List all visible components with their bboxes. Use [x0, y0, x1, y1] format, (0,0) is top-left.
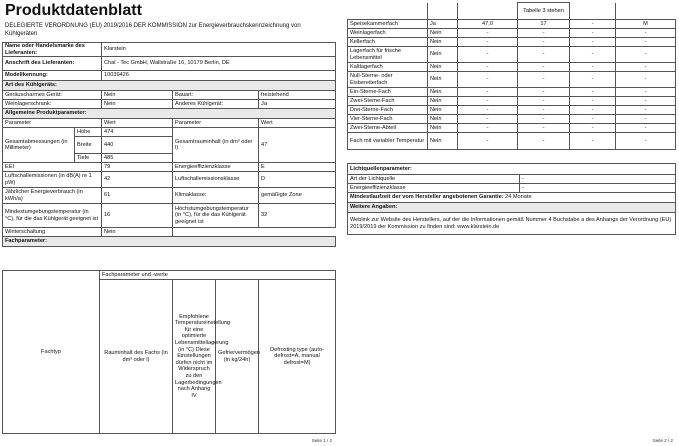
- compartment-row: [348, 106, 676, 115]
- noise-class-label: Luftschallemissionsklasse: [173, 172, 259, 188]
- supplier-address-value: Chal - Tec GmbH, Wallstraße 16, 10179 Berlin, DE: [102, 57, 336, 71]
- compartment-freeze: -: [570, 106, 616, 115]
- compartment-defrost: -: [616, 72, 676, 88]
- noise-emission-value: 42: [102, 172, 173, 188]
- compartment-defrost: -: [616, 124, 676, 133]
- compartment-volume: -: [458, 38, 518, 47]
- compartment-temp: -: [518, 133, 570, 150]
- compartment-temp: -: [518, 115, 570, 124]
- energy-class-label: Energieeffizienzklasse: [173, 163, 259, 172]
- compartment-volume: -: [458, 133, 518, 150]
- compartment-volume: -: [458, 29, 518, 38]
- compartment-row: [348, 63, 676, 72]
- supplier-name-value: Klarstein: [102, 43, 336, 57]
- compartment-freeze: -: [570, 97, 616, 106]
- compartment-freeze: -: [570, 133, 616, 150]
- compartment-row: [348, 72, 676, 88]
- compartment-present: Nein: [428, 115, 458, 124]
- compartment-defrost: -: [616, 115, 676, 124]
- value-header-1: Wert: [102, 119, 173, 128]
- compartment-heading: Fachparameter:: [3, 237, 336, 247]
- compartment-row: [348, 38, 676, 47]
- compartment-name: Speisekammerfach: [348, 20, 428, 29]
- compartment-freeze: -: [570, 124, 616, 133]
- compartment-temp: 17: [518, 20, 570, 29]
- compartment-params-header: Fachparameter und -werte: [100, 271, 336, 280]
- datasheet-page-2: [342, 0, 679, 446]
- low-noise-label: Geräuscharmes Gerät:: [3, 91, 102, 100]
- table-3-label: Tabelle 3 stehen: [518, 3, 570, 20]
- compartment-temp: -: [518, 38, 570, 47]
- compartment-present: Nein: [428, 133, 458, 150]
- compartment-row: [348, 88, 676, 97]
- winter-switch-label: Winterschaltung: [3, 228, 102, 237]
- compartment-defrost: M: [616, 20, 676, 29]
- compartment-present: Nein: [428, 72, 458, 88]
- min-temp-value: 16: [102, 204, 173, 228]
- value-header-2: Wert: [259, 119, 336, 128]
- eei-value: 79: [102, 163, 173, 172]
- compartment-name: Kellerfach: [348, 38, 428, 47]
- compartment-volume: -: [458, 72, 518, 88]
- compartment-defrost: -: [616, 29, 676, 38]
- depth-label: Tiefe: [75, 154, 102, 163]
- compartment-temp: -: [518, 47, 570, 63]
- model-label: Modellkennung:: [3, 71, 102, 81]
- appliance-type-heading: Art des Kühlgeräts:: [3, 81, 336, 91]
- compartment-present: Nein: [428, 38, 458, 47]
- compartment-temp: -: [518, 63, 570, 72]
- compartment-temp: -: [518, 97, 570, 106]
- light-class-value: -: [520, 184, 676, 193]
- annual-energy-value: 61: [102, 188, 173, 204]
- param-header-1: Parameter: [3, 119, 102, 128]
- compartment-row: [348, 115, 676, 124]
- compartment-volume: 47,0: [458, 20, 518, 29]
- compartment-freeze: -: [570, 47, 616, 63]
- compartment-name: Ein-Sterne-Fach: [348, 88, 428, 97]
- height-label: Höhe: [75, 128, 102, 137]
- height-value: 474: [102, 128, 173, 137]
- compartment-freeze: -: [570, 115, 616, 124]
- compartment-volume: -: [458, 63, 518, 72]
- compartment-freeze: -: [570, 63, 616, 72]
- compartment-volume-header: Rauminhalt des Fachs (in dm³ oder l): [100, 280, 173, 434]
- compartment-name: Null-Sterne- oder Eisbereiterfach: [348, 72, 428, 88]
- depth-value: 485: [102, 154, 173, 163]
- compartment-name: Lagerfach für frische Lebensmittel: [348, 47, 428, 63]
- compartment-present: Nein: [428, 47, 458, 63]
- design-value: freistehend: [259, 91, 336, 100]
- light-guarantee-table: [347, 163, 676, 235]
- compartment-volume: -: [458, 106, 518, 115]
- compartment-temp: -: [518, 106, 570, 115]
- compartment-row: [348, 124, 676, 133]
- compartment-name: Weinlagerfach: [348, 29, 428, 38]
- compartment-name: Kaltlagerfach: [348, 63, 428, 72]
- further-info-heading: Weitere Angaben:: [348, 203, 676, 213]
- climate-class-value: gemäßigte Zone: [259, 188, 336, 204]
- compartment-table: [347, 2, 676, 150]
- light-heading: Lichtquellenparameter:: [348, 164, 676, 175]
- light-class-label: Energieeffizienzklasse: [348, 184, 520, 193]
- compartment-temp: -: [518, 124, 570, 133]
- compartment-defrost: -: [616, 47, 676, 63]
- energy-class-value: E: [259, 163, 336, 172]
- compartment-type-header: Fachtyp: [3, 271, 100, 434]
- page-title: Produktdatenblatt: [5, 2, 142, 19]
- winter-switch-value: Nein: [102, 228, 173, 237]
- compartment-defrost-header: Defrosting type (auto-defrost=A, manual defrost=M): [259, 280, 336, 434]
- compartment-present: Ja: [428, 20, 458, 29]
- general-parameters-heading: Allgemeine Produktparameter:: [3, 109, 336, 119]
- compartment-freeze: -: [570, 38, 616, 47]
- width-label: Breite: [75, 137, 102, 154]
- other-appliance-value: Ja: [259, 100, 336, 109]
- compartment-defrost: -: [616, 38, 676, 47]
- compartment-present: Nein: [428, 63, 458, 72]
- wine-cabinet-value: Nein: [102, 100, 173, 109]
- compartment-temp-header: Empfohlene Temperatureinstellung für eine optimierte Lebensmittellagerung (in °C) Diese Einstellungen dürfen nicht im Widerspruch zu den Lagerbedingungen nach Anhang IV: [173, 280, 216, 434]
- dimensions-label: Gesamtabmessungen (in Millimeter): [3, 128, 75, 163]
- compartment-defrost: -: [616, 88, 676, 97]
- guarantee-value: 24 Monate: [505, 194, 532, 201]
- compartment-defrost: -: [616, 63, 676, 72]
- compartment-freeze: -: [570, 20, 616, 29]
- total-volume-value: 47: [259, 128, 336, 163]
- compartment-volume: -: [458, 47, 518, 63]
- compartment-row: [348, 20, 676, 29]
- other-appliance-label: Anderes Kühlgerät:: [173, 100, 259, 109]
- compartment-defrost: -: [616, 97, 676, 106]
- compartment-header-table: [2, 270, 336, 434]
- light-type-value: -: [520, 175, 676, 184]
- eei-label: EEI: [3, 163, 102, 172]
- max-temp-value: 32: [259, 204, 336, 228]
- further-info-text: Weblink zur Website des Herstellers, auf der die Informationen gemäß Nummer 4 Buchstabe a des Anhangs der Verordnung (EU) 2019/2019 der Kommission zu finden sind: www.klarstein.de: [348, 213, 676, 235]
- regulation-subtitle: DELEGIERTE VERORDNUNG (EU) 2019/2016 DER KOMMISSION zur Energieverbrauchskennzeichnung von Kühlgeräten: [5, 23, 301, 37]
- annual-energy-label: Jährlicher Energieverbrauch (in kWh/a): [3, 188, 102, 204]
- noise-emission-label: Luftschallemissionen (in dB(A) re 1 pW): [3, 172, 102, 188]
- wine-cabinet-label: Weinlagerschrank:: [3, 100, 102, 109]
- compartment-present: Nein: [428, 88, 458, 97]
- guarantee-label: Mindestlaufzeit der vom Hersteller angebotenen Garantie:: [350, 194, 504, 201]
- compartment-present: Nein: [428, 29, 458, 38]
- compartment-volume: -: [458, 88, 518, 97]
- param-header-2: Parameter: [173, 119, 259, 128]
- supplier-name-label: Name oder Handelsmarke des Lieferanten:: [3, 43, 102, 57]
- datasheet-page-1: [0, 0, 336, 446]
- compartment-row: [348, 97, 676, 106]
- width-value: 440: [102, 137, 173, 154]
- compartment-temp: -: [518, 72, 570, 88]
- compartment-present: Nein: [428, 106, 458, 115]
- compartment-name: Drei-Sterne-Fach: [348, 106, 428, 115]
- page-number: Seite 1 / 2: [311, 438, 332, 443]
- general-parameters-table: [2, 42, 336, 247]
- compartment-row: [348, 47, 676, 63]
- compartment-volume: -: [458, 115, 518, 124]
- model-value: 10039426: [102, 71, 336, 81]
- page-number: Seite 2 / 2: [652, 438, 673, 443]
- compartment-row: [348, 133, 676, 150]
- max-temp-label: Höchstumgebungstemperatur (in °C), für die das Kühlgerät geeignet ist: [173, 204, 259, 228]
- supplier-address-label: Anschrift des Lieferanten:: [3, 57, 102, 71]
- light-type-label: Art der Lichtquelle: [348, 175, 520, 184]
- compartment-name: Vier-Sterne-Fach: [348, 115, 428, 124]
- compartment-name: Zwei-Sterne-Abteil: [348, 124, 428, 133]
- compartment-freeze: -: [570, 88, 616, 97]
- compartment-freeze-header: Gefriervermögen (in kg/24h): [216, 280, 259, 434]
- compartment-freeze: -: [570, 72, 616, 88]
- compartment-freeze: -: [570, 29, 616, 38]
- design-label: Bauart:: [173, 91, 259, 100]
- compartment-volume: -: [458, 97, 518, 106]
- compartment-defrost: -: [616, 106, 676, 115]
- compartment-present: Nein: [428, 97, 458, 106]
- compartment-temp: -: [518, 29, 570, 38]
- compartment-defrost: -: [616, 133, 676, 150]
- noise-class-value: D: [259, 172, 336, 188]
- climate-class-label: Klimaklasse:: [173, 188, 259, 204]
- compartment-volume: -: [458, 124, 518, 133]
- compartment-name: Zwei-Sterne-Fach: [348, 97, 428, 106]
- min-temp-label: Mindestumgebungstemperatur (in °C), für die das Kühlgerät geeignet ist: [3, 204, 102, 228]
- compartment-name: Fach mit variabler Temperatur: [348, 133, 428, 150]
- total-volume-label: Gesamtrauminhalt (in dm³ oder l): [173, 128, 259, 163]
- low-noise-value: Nein: [102, 91, 173, 100]
- compartment-present: Nein: [428, 124, 458, 133]
- compartment-temp: -: [518, 88, 570, 97]
- compartment-row: [348, 29, 676, 38]
